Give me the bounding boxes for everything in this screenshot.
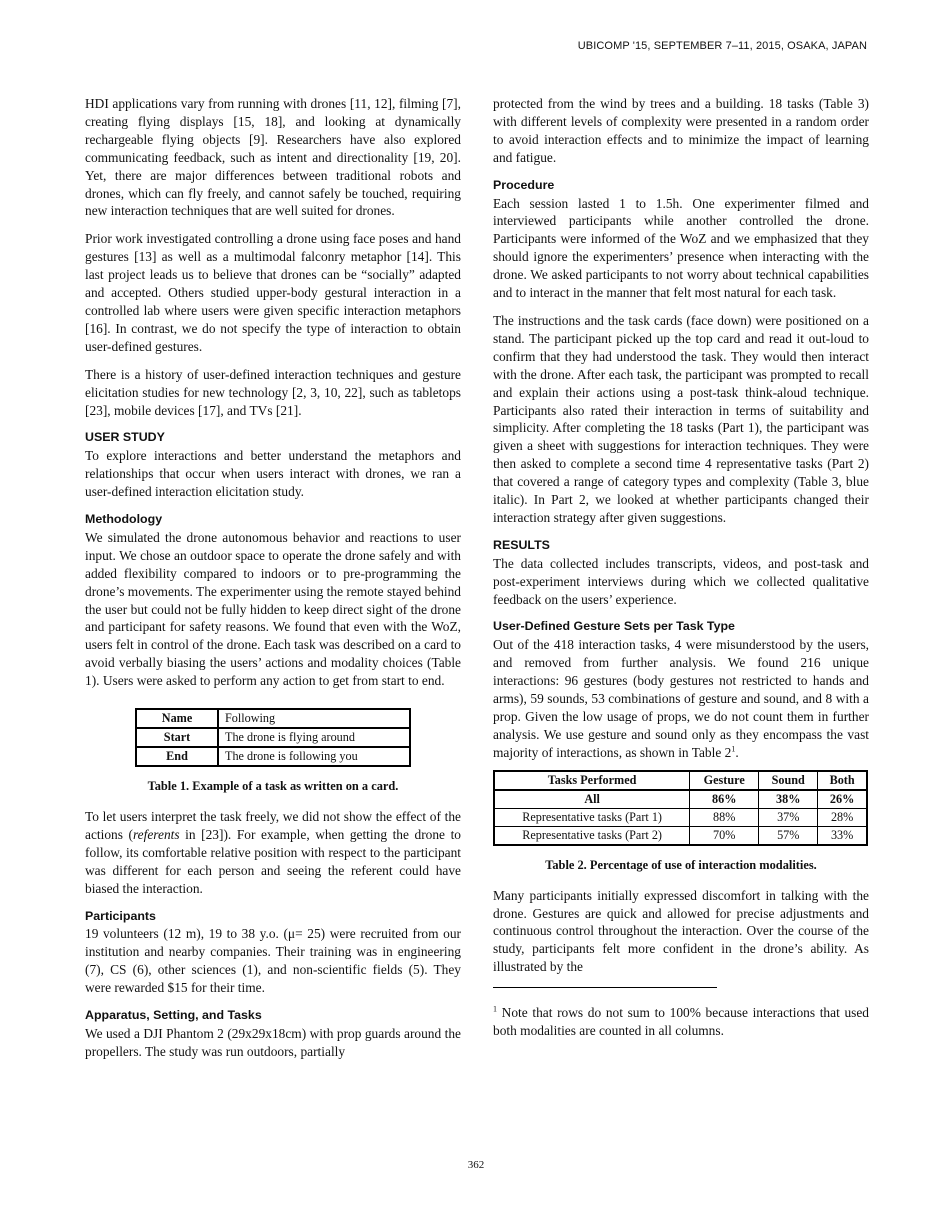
table-cell: 38% — [759, 790, 818, 809]
table-row — [136, 747, 410, 766]
table-cell: Representative tasks (Part 1) — [494, 808, 690, 826]
page-number: 362 — [467, 1159, 485, 1171]
table-cell-value: The drone is flying around — [218, 728, 410, 747]
table-cell: 57% — [759, 826, 818, 845]
table-cell: 26% — [818, 790, 867, 809]
table-cell-key: End — [136, 747, 218, 766]
table-cell: 86% — [690, 790, 759, 809]
text: Out of the 418 interaction tasks, 4 were misunderstood by the users, and removed from further analysis. We found 216 unique interactions: 96 gestures (body gestures not restricted to hands and arms), 59 sounds, 53 combinations of gesture and sound, and 8 with a prop. Given the low usage of props, we do not count them in further analysis. We use gesture and sound only as they encompass the vast majority of interactions, as shown in Table 2 — [493, 637, 869, 760]
paragraph: Each session lasted 1 to 1.5h. One experimenter filmed and interviewed participants while another controlled the drone. Participants were informed of the WoZ and we emphasized that they should ignore the experimenters’ presence when interacting with the drone. We asked participants to not worry about technical capabilities and to interact in the manner that felt most natural for each task. — [493, 195, 869, 301]
text: . — [735, 744, 739, 760]
table-cell: 28% — [818, 808, 867, 826]
table-row — [494, 790, 867, 809]
footnote-mark: 1 — [493, 1004, 497, 1014]
paragraph: To explore interactions and better understand the metaphors and relationships that occur when users interact with drones, we ran a user-defined interaction elicitation study. — [85, 448, 461, 500]
text: in [23]). For example, when getting the drone to follow, its comfortable relative position with respect to the participant was different for each person and seeing the referent could have biased the interaction. — [85, 826, 461, 896]
right-column — [493, 95, 869, 1040]
footnote-divider — [493, 987, 717, 988]
subsection-heading-procedure: Procedure — [493, 177, 555, 192]
text: To let users interpret the task freely, we did not show the effect of the actions ( — [85, 809, 461, 842]
subsection-heading-participants: Participants — [85, 908, 156, 923]
paragraph: protected from the wind by trees and a building. 18 tasks (Table 3) with different levels of complexity were presented in a random order to avoid interaction effects and to minimize the impact of learning and fatigue. — [493, 96, 869, 165]
table-cell-key: Start — [136, 728, 218, 747]
column-header: Tasks Performed — [494, 771, 690, 790]
table-cell: Representative tasks (Part 2) — [494, 826, 690, 845]
table-row — [494, 826, 867, 845]
table-1-caption: Table 1. Example of a task as written on a card. — [147, 779, 399, 794]
table-row — [136, 728, 410, 747]
table-1 — [135, 708, 411, 767]
table-cell-key: Name — [136, 709, 218, 728]
table-cell: 88% — [690, 808, 759, 826]
column-header: Sound — [759, 771, 818, 790]
paragraph: We used a DJI Phantom 2 (29x29x18cm) with prop guards around the propellers. The study was run outdoors, partially — [85, 1025, 461, 1059]
paragraph: We simulated the drone autonomous behavior and reactions to user input. We chose an outdoor space to operate the drone safely and with added flexibility compared to indoors or to pre-programming the drone’s movements. The experimenter using the remote stayed behind the user but could not be fully hidden to keep direct sight of the drone and participant for safety reasons. We found that even with the WoZ, users felt in control of the drone. Each task was described on a card to avoid verbally biasing the users’ actions and modality choices (Table 1). Users were asked to perform any action to get from start to end. — [85, 529, 461, 689]
subsection-heading-apparatus: Apparatus, Setting, and Tasks — [85, 1008, 262, 1023]
footnote-text: Note that rows do not sum to 100% because interactions that used both modalities are counted in all columns. — [493, 1005, 869, 1039]
paragraph: The instructions and the task cards (face down) were positioned on a stand. The participant picked up the top card and read it out-loud to confirm that they had understood the task. They would then interact with the drone. After each task, the participant was prompted to recall and explain their actions using a post-task think-aloud technique. Participants also rated their interaction in terms of suitability and simplicity. After completing the 18 tasks (Part 1), the participant was given a sheet with suggestions for interaction techniques. They were then asked to complete a second time 4 representative tasks (Part 2) that covered a range of category types and complexity (Table 3, blue italic). In Part 2, we looked at whether participants changed their interaction strategy after given suggestions. — [493, 312, 869, 525]
section-heading-results: RESULTS — [493, 537, 550, 552]
table-cell: 37% — [759, 808, 818, 826]
section-heading-user-study: USER STUDY — [85, 430, 165, 445]
table-header-row — [494, 771, 867, 790]
table-cell-value: Following — [218, 709, 410, 728]
running-header: UBICOMP '15, SEPTEMBER 7–11, 2015, OSAKA, JAPAN — [577, 40, 867, 52]
subsection-heading-methodology: Methodology — [85, 512, 163, 527]
table-cell: 33% — [818, 826, 867, 845]
table-cell: 70% — [690, 826, 759, 845]
left-column — [85, 95, 461, 1071]
column-header: Both — [818, 771, 867, 790]
table-2 — [493, 770, 868, 846]
footnote-ref: 1 — [731, 744, 736, 754]
table-row — [136, 709, 410, 728]
table-row — [494, 808, 867, 826]
paragraph: Many participants initially expressed discomfort in talking with the drone. Gestures are quick and allowed for precise adjustments and continuous control throughout the interaction. Over the course of the study, participants felt more confident in the drone’s ability. As illustrated by the — [493, 887, 869, 975]
paragraph: The data collected includes transcripts, videos, and post-task and post-experiment interviews during which we collected qualitative feedback on the users’ experience. — [493, 555, 869, 607]
paragraph: 19 volunteers (12 m), 19 to 38 y.o. (μ= 25) were recruited from our institution and nearby companies. Their training was in engineering (7), CS (6), other sciences (1), and non-scientific fields (5). They were rewarded $15 for their time. — [85, 926, 461, 996]
table-cell-value: The drone is following you — [218, 747, 410, 766]
table-2-caption: Table 2. Percentage of use of interaction modalities. — [545, 857, 817, 872]
paragraph: Prior work investigated controlling a drone using face poses and hand gestures [13] as well as a multimodal falconry metaphor [14]. This last project leads us to believe that drones can be “socially” adapted and accepted. Others studied upper-body gestural interaction in a controlled lab where users were given specific interaction metaphors [16]. In contrast, we do not specify the type of interaction to obtain user-defined gestures. — [85, 231, 461, 354]
paragraph: HDI applications vary from running with drones [11, 12], filming [7], creating flying displays [15, 18], and looking at dynamically rechargeable flying objects [9]. Researchers have also explored communicating feedback, such as intent and directionality [19, 20]. Yet, there are major differences between traditional robots and drones, which can fly freely, and cannot safely be touched, requiring new interaction techniques that are well suited for drones. — [85, 96, 461, 219]
paragraph: There is a history of user-defined interaction techniques and gesture elicitation studies for new technology [2, 3, 10, 22], such as tabletops [23], mobile devices [17], and TVs [21]. — [85, 366, 461, 418]
italic-term: referents — [132, 826, 180, 842]
table-cell: All — [494, 790, 690, 809]
paragraph — [85, 808, 461, 898]
footnote — [493, 1004, 869, 1040]
column-header: Gesture — [690, 771, 759, 790]
subsection-heading-gesture-sets: User-Defined Gesture Sets per Task Type — [493, 619, 735, 634]
paragraph — [493, 636, 869, 761]
